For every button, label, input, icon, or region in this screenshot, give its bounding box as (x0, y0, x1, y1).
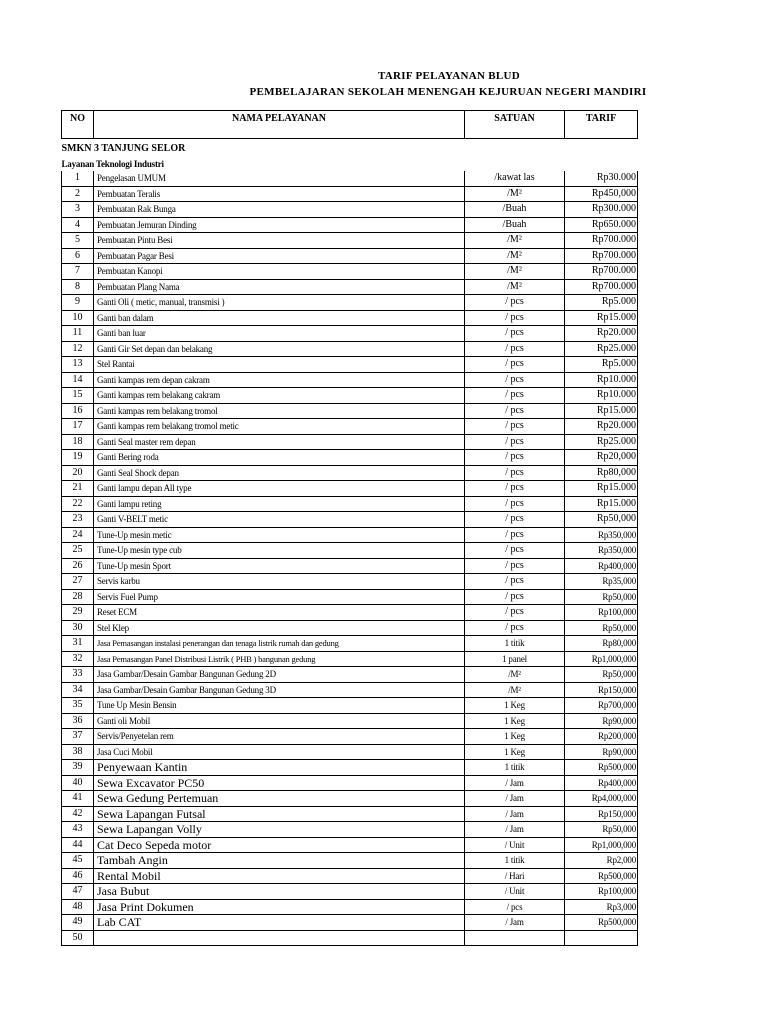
row-number: 10 (62, 310, 94, 326)
table-row (62, 899, 638, 915)
tariff-cell: Rp400,000 (565, 775, 638, 791)
tariff-cell: Rp25.000 (565, 341, 638, 357)
table-row (62, 667, 638, 683)
row-number: 7 (62, 264, 94, 280)
service-name: Ganti Oli ( metic, manual, transmisi ) (94, 295, 465, 311)
tariff-cell: Rp15.000 (565, 310, 638, 326)
row-number: 21 (62, 481, 94, 497)
row-number: 20 (62, 465, 94, 481)
header-no: NO (62, 111, 94, 139)
table-row (62, 527, 638, 543)
row-number: 50 (62, 930, 94, 946)
service-name: Ganti Seal master rem depan (94, 434, 465, 450)
tariff-cell: Rp700.000 (565, 264, 638, 280)
category-name: Layanan Teknologi Industri (61, 158, 164, 169)
tariff-cell: Rp10.000 (565, 388, 638, 404)
school-name: SMKN 3 TANJUNG SELOR (61, 143, 186, 154)
row-number: 49 (62, 915, 94, 931)
tariff-cell: Rp450,000 (565, 186, 638, 202)
service-name: Ganti Gir Set depan dan belakang (94, 341, 465, 357)
unit-cell: /M² (465, 279, 565, 295)
tariff-cell (565, 930, 638, 946)
tariff-cell: Rp500,000 (565, 760, 638, 776)
table-row (62, 357, 638, 373)
table-row (62, 372, 638, 388)
table-row (62, 775, 638, 791)
row-number: 12 (62, 341, 94, 357)
row-number: 26 (62, 558, 94, 574)
tariff-cell: Rp350,000 (565, 527, 638, 543)
row-number: 29 (62, 605, 94, 621)
service-name: Sewa Excavator PC50 (94, 775, 465, 791)
table-row (62, 295, 638, 311)
service-name: Tune-Up mesin type cub (94, 543, 465, 559)
table-row (62, 636, 638, 652)
table-row (62, 760, 638, 776)
row-number: 40 (62, 775, 94, 791)
row-number: 24 (62, 527, 94, 543)
table-row (62, 217, 638, 233)
unit-cell: / pcs (465, 899, 565, 915)
service-name: Ganti oli Mobil (94, 713, 465, 729)
unit-cell: / Jam (465, 775, 565, 791)
unit-cell: / pcs (465, 558, 565, 574)
tariff-cell: Rp50,000 (565, 822, 638, 838)
table-row (62, 186, 638, 202)
unit-cell: 1 Keg (465, 729, 565, 745)
unit-cell: / pcs (465, 543, 565, 559)
tariff-cell: Rp50,000 (565, 589, 638, 605)
unit-cell: / pcs (465, 419, 565, 435)
service-name: Pengelasan UMUM (94, 171, 465, 186)
table-row (62, 868, 638, 884)
row-number: 38 (62, 744, 94, 760)
table-row (62, 729, 638, 745)
row-number: 19 (62, 450, 94, 466)
tariff-cell: Rp4,000,000 (565, 791, 638, 807)
unit-cell: /M² (465, 667, 565, 683)
tariff-cell: Rp5.000 (565, 295, 638, 311)
tariff-cell: Rp150,000 (565, 682, 638, 698)
header-tariff: TARIF (565, 111, 638, 139)
table-row (62, 682, 638, 698)
row-number: 39 (62, 760, 94, 776)
service-name: Tune-Up mesin Sport (94, 558, 465, 574)
unit-cell: / pcs (465, 481, 565, 497)
unit-cell: / pcs (465, 372, 565, 388)
service-name: Ganti kampas rem belakang cakram (94, 388, 465, 404)
service-name: Jasa Pemasangan Panel Distribusi Listrik ( PHB ) bangunan gedung (94, 651, 465, 667)
unit-cell: 1 Keg (465, 698, 565, 714)
table-row (62, 822, 638, 838)
tariff-cell: Rp15.000 (565, 403, 638, 419)
row-number: 42 (62, 806, 94, 822)
table-row (62, 171, 638, 186)
service-name: Ganti Bering roda (94, 450, 465, 466)
service-name: Jasa Print Dokumen (94, 899, 465, 915)
table-row (62, 698, 638, 714)
service-name: Pembuatan Pagar Besi (94, 248, 465, 264)
row-number: 3 (62, 202, 94, 218)
row-number: 17 (62, 419, 94, 435)
tariff-cell: Rp35,000 (565, 574, 638, 590)
row-number: 34 (62, 682, 94, 698)
row-number: 45 (62, 853, 94, 869)
unit-cell: 1 panel (465, 651, 565, 667)
table-row (62, 233, 638, 249)
service-name: Rental Mobil (94, 868, 465, 884)
service-name: Stel Klep (94, 620, 465, 636)
service-name: Jasa Bubut (94, 884, 465, 900)
row-number: 37 (62, 729, 94, 745)
unit-cell: / pcs (465, 496, 565, 512)
service-name: Reset ECM (94, 605, 465, 621)
service-name: Tambah Angin (94, 853, 465, 869)
unit-cell: 1 Keg (465, 744, 565, 760)
service-name: Tune-Up mesin metic (94, 527, 465, 543)
unit-cell: / Jam (465, 806, 565, 822)
service-name: Penyewaan Kantin (94, 760, 465, 776)
table-row (62, 853, 638, 869)
tariff-cell: Rp100,000 (565, 605, 638, 621)
unit-cell: / pcs (465, 605, 565, 621)
table-row (62, 915, 638, 931)
tariff-cell: Rp1,000,000 (565, 837, 638, 853)
unit-cell: / pcs (465, 326, 565, 342)
service-name: Sewa Lapangan Volly (94, 822, 465, 838)
tariff-cell: Rp700.000 (565, 279, 638, 295)
service-name: Servis karbu (94, 574, 465, 590)
unit-cell: /Buah (465, 202, 565, 218)
unit-cell: 1 titik (465, 636, 565, 652)
table-row (62, 791, 638, 807)
service-name: Pembuatan Kanopi (94, 264, 465, 280)
row-number: 1 (62, 171, 94, 186)
unit-cell: /M² (465, 264, 565, 280)
row-number: 6 (62, 248, 94, 264)
table-row (62, 496, 638, 512)
row-number: 33 (62, 667, 94, 683)
tariff-cell: Rp5.000 (565, 357, 638, 373)
row-number: 43 (62, 822, 94, 838)
tariff-cell: Rp25.000 (565, 434, 638, 450)
service-name: Pembuatan Teralis (94, 186, 465, 202)
service-name: Ganti lampu reting (94, 496, 465, 512)
unit-cell: / pcs (465, 450, 565, 466)
unit-cell: / Unit (465, 837, 565, 853)
table-row (62, 388, 638, 404)
row-number: 13 (62, 357, 94, 373)
service-name: Jasa Gambar/Desain Gambar Bangunan Gedung 3D (94, 682, 465, 698)
unit-cell: /M² (465, 248, 565, 264)
unit-cell: 1 titik (465, 760, 565, 776)
table-row (62, 605, 638, 621)
service-name: Tune Up Mesin Bensin (94, 698, 465, 714)
tariff-cell: Rp15.000 (565, 481, 638, 497)
tariff-cell: Rp400,000 (565, 558, 638, 574)
tariff-cell: Rp90,000 (565, 744, 638, 760)
service-name: Ganti lampu depan All type (94, 481, 465, 497)
unit-cell: / pcs (465, 527, 565, 543)
unit-cell: / pcs (465, 341, 565, 357)
service-name: Pembuatan Jemuran Dinding (94, 217, 465, 233)
tariff-cell: Rp2,000 (565, 853, 638, 869)
table-row (62, 481, 638, 497)
service-name: Ganti ban luar (94, 326, 465, 342)
service-name: Pembuatan Rak Bunga (94, 202, 465, 218)
unit-cell: / pcs (465, 295, 565, 311)
row-number: 15 (62, 388, 94, 404)
unit-cell: 1 titik (465, 853, 565, 869)
tariff-cell: Rp700.000 (565, 233, 638, 249)
tariff-cell: Rp100,000 (565, 884, 638, 900)
row-number: 2 (62, 186, 94, 202)
table-header-row (62, 111, 638, 139)
row-number: 27 (62, 574, 94, 590)
unit-cell: / Jam (465, 822, 565, 838)
unit-cell: / pcs (465, 589, 565, 605)
tariff-cell: Rp20,000 (565, 450, 638, 466)
unit-cell: / pcs (465, 574, 565, 590)
document-subtitle: PEMBELAJARAN SEKOLAH MENENGAH KEJURUAN NEGERI MANDIRI (249, 86, 647, 98)
unit-cell: /M² (465, 682, 565, 698)
service-name: Sewa Gedung Pertemuan (94, 791, 465, 807)
service-name: Ganti Seal Shock depan (94, 465, 465, 481)
tariff-cell: Rp350,000 (565, 543, 638, 559)
unit-cell: / pcs (465, 388, 565, 404)
row-number: 47 (62, 884, 94, 900)
service-name: Lab CAT (94, 915, 465, 931)
tariff-cell: Rp650.000 (565, 217, 638, 233)
row-number: 4 (62, 217, 94, 233)
row-number: 25 (62, 543, 94, 559)
tariff-cell: Rp50,000 (565, 512, 638, 528)
table-row (62, 264, 638, 280)
table-row (62, 806, 638, 822)
tariff-cell: Rp90,000 (565, 713, 638, 729)
table-row (62, 543, 638, 559)
row-number: 28 (62, 589, 94, 605)
row-number: 18 (62, 434, 94, 450)
row-number: 23 (62, 512, 94, 528)
row-number: 41 (62, 791, 94, 807)
tariff-cell: Rp1,000,000 (565, 651, 638, 667)
unit-cell: / pcs (465, 465, 565, 481)
row-number: 14 (62, 372, 94, 388)
unit-cell: /kawat las (465, 171, 565, 186)
row-number: 35 (62, 698, 94, 714)
service-name: Pembuatan Pintu Besi (94, 233, 465, 249)
unit-cell: /M² (465, 186, 565, 202)
unit-cell: / pcs (465, 512, 565, 528)
table-row (62, 341, 638, 357)
service-name: Servis Fuel Pump (94, 589, 465, 605)
row-number: 36 (62, 713, 94, 729)
tariff-cell: Rp500,000 (565, 868, 638, 884)
tariff-cell: Rp300.000 (565, 202, 638, 218)
row-number: 11 (62, 326, 94, 342)
row-number: 9 (62, 295, 94, 311)
service-name: Ganti kampas rem belakang tromol (94, 403, 465, 419)
row-number: 5 (62, 233, 94, 249)
table-row (62, 651, 638, 667)
unit-cell: / Unit (465, 884, 565, 900)
service-name: Stel Rantai (94, 357, 465, 373)
table-row (62, 326, 638, 342)
service-name: Jasa Pemasangan instalasi penerangan dan tenaga listrik rumah dan gedung (94, 636, 465, 652)
tariff-cell: Rp50,000 (565, 620, 638, 636)
tariff-cell: Rp20.000 (565, 419, 638, 435)
service-name: Ganti V-BELT metic (94, 512, 465, 528)
unit-cell: / Jam (465, 915, 565, 931)
table-row (62, 403, 638, 419)
unit-cell: /M² (465, 233, 565, 249)
service-name: Ganti kampas rem depan cakram (94, 372, 465, 388)
header-name: NAMA PELAYANAN (94, 111, 465, 139)
tariff-table (61, 110, 638, 946)
tariff-cell: Rp10.000 (565, 372, 638, 388)
tariff-cell: Rp30.000 (565, 171, 638, 186)
table-row (62, 837, 638, 853)
table-row (62, 434, 638, 450)
tariff-cell: Rp150,000 (565, 806, 638, 822)
unit-cell: / pcs (465, 357, 565, 373)
service-name: Ganti ban dalam (94, 310, 465, 326)
row-number: 16 (62, 403, 94, 419)
tariff-cell: Rp200,000 (565, 729, 638, 745)
tariff-cell: Rp80,000 (565, 636, 638, 652)
row-number: 31 (62, 636, 94, 652)
service-name: Pembuatan Plang Nama (94, 279, 465, 295)
table-row (62, 558, 638, 574)
header-unit: SATUAN (465, 111, 565, 139)
table-row (62, 884, 638, 900)
row-number: 44 (62, 837, 94, 853)
unit-cell: / pcs (465, 620, 565, 636)
table-row (62, 248, 638, 264)
table-row (62, 419, 638, 435)
unit-cell: / Hari (465, 868, 565, 884)
unit-cell: / pcs (465, 403, 565, 419)
unit-cell: /Buah (465, 217, 565, 233)
row-number: 30 (62, 620, 94, 636)
service-name: Jasa Gambar/Desain Gambar Bangunan Gedung 2D (94, 667, 465, 683)
document-title: TARIF PELAYANAN BLUD (377, 70, 521, 82)
table-row (62, 465, 638, 481)
unit-cell: 1 Keg (465, 713, 565, 729)
row-number: 48 (62, 899, 94, 915)
table-row (62, 450, 638, 466)
table-row (62, 202, 638, 218)
tariff-cell: Rp700,000 (565, 698, 638, 714)
table-row (62, 744, 638, 760)
service-name: Cat Deco Sepeda motor (94, 837, 465, 853)
school-row (62, 142, 638, 157)
unit-cell: / pcs (465, 310, 565, 326)
table-row (62, 310, 638, 326)
tariff-cell: Rp700.000 (565, 248, 638, 264)
tariff-cell: Rp20.000 (565, 326, 638, 342)
table-row (62, 713, 638, 729)
service-name (94, 930, 465, 946)
row-number: 46 (62, 868, 94, 884)
table-row (62, 930, 638, 946)
tariff-cell: Rp50,000 (565, 667, 638, 683)
tariff-cell: Rp3,000 (565, 899, 638, 915)
table-row (62, 279, 638, 295)
service-name: Sewa Lapangan Futsal (94, 806, 465, 822)
unit-cell: / pcs (465, 434, 565, 450)
table-row (62, 574, 638, 590)
service-name: Servis/Penyetelan rem (94, 729, 465, 745)
tariff-cell: Rp15.000 (565, 496, 638, 512)
service-name: Jasa Cuci Mobil (94, 744, 465, 760)
row-number: 22 (62, 496, 94, 512)
table-row (62, 589, 638, 605)
tariff-cell: Rp80,000 (565, 465, 638, 481)
tariff-cell: Rp500,000 (565, 915, 638, 931)
unit-cell (465, 930, 565, 946)
unit-cell: / Jam (465, 791, 565, 807)
category-row (62, 157, 638, 172)
service-name: Ganti kampas rem belakang tromol metic (94, 419, 465, 435)
table-row (62, 620, 638, 636)
row-number: 32 (62, 651, 94, 667)
table-row (62, 512, 638, 528)
row-number: 8 (62, 279, 94, 295)
